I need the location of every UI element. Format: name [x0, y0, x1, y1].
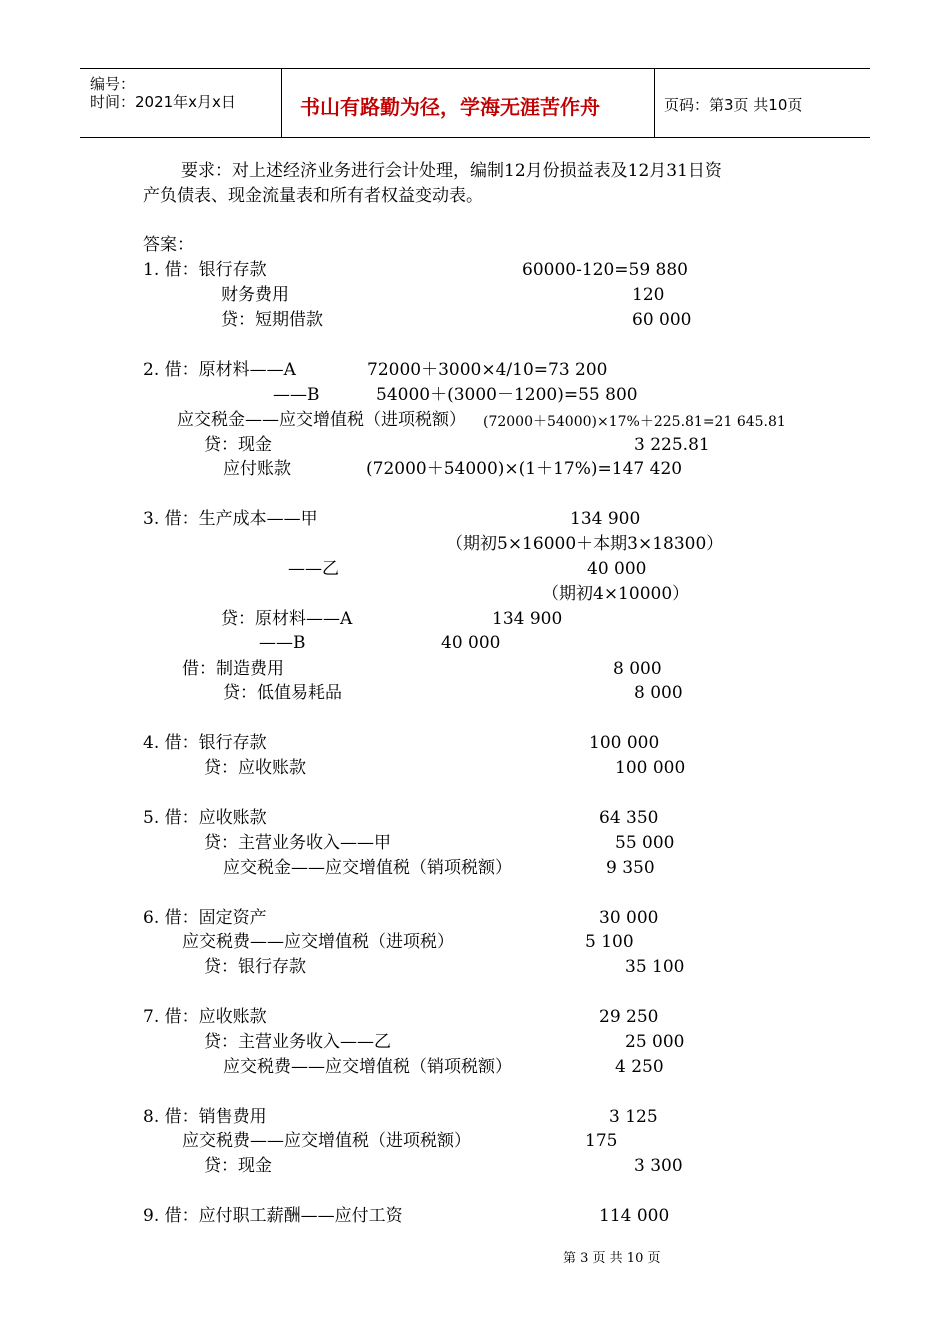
- entry-amount: 3 300: [634, 1156, 683, 1176]
- time-label: 时间：2021年x月x日: [90, 93, 236, 111]
- entry-text: 7. 借：应收账款: [143, 1007, 267, 1027]
- entry-text: 贷：应收账款: [204, 758, 306, 778]
- entry-text: 6. 借：固定资产: [143, 908, 267, 928]
- entry-text: 应交税费——应交增值税（进项税）: [182, 932, 454, 952]
- entry-text: 3. 借：生产成本——甲: [143, 509, 318, 529]
- entry-amount: 175: [585, 1131, 618, 1151]
- entry-amount: 114 000: [599, 1206, 670, 1226]
- entry-amount: 40 000: [441, 633, 501, 653]
- entry-text: 应交税金——应交增值税（进项税额）: [177, 410, 466, 430]
- page-footer: 第 3 页 共 10 页: [563, 1251, 661, 1266]
- entry-amount: 8 000: [634, 683, 683, 703]
- entry-amount: 5 100: [585, 932, 634, 952]
- requirement-line: 产负债表、现金流量表和所有者权益变动表。: [143, 186, 483, 206]
- entry-text: 借：制造费用: [182, 659, 284, 679]
- header-divider: [654, 69, 655, 137]
- entry-text: 1. 借：银行存款: [143, 260, 267, 280]
- entry-amount: 25 000: [625, 1032, 685, 1052]
- entry-amount: 134 900: [570, 509, 641, 529]
- entry-amount: 54000＋(3000－1200)=55 800: [376, 385, 638, 405]
- entry-text: 贷：主营业务收入——甲: [204, 833, 391, 853]
- entry-amount: 64 350: [599, 808, 659, 828]
- entry-text: 应交税费——应交增值税（销项税额）: [223, 1057, 512, 1077]
- entry-text: ——B: [273, 385, 320, 405]
- header-divider: [281, 69, 282, 137]
- header-motto: 书山有路勤为径，学海无涯苦作舟: [300, 95, 600, 119]
- entry-text: 2. 借：原材料——A: [143, 360, 296, 380]
- entry-amount: 60 000: [632, 310, 692, 330]
- page-label: 页码：第3页 共10页: [664, 96, 803, 114]
- entry-amount: 9 350: [606, 858, 655, 878]
- entry-text: 贷：短期借款: [221, 310, 323, 330]
- entry-amount: 8 000: [613, 659, 662, 679]
- entry-amount: 55 000: [615, 833, 675, 853]
- entry-note: （期初4×10000）: [542, 584, 690, 604]
- entry-text: ——B: [259, 633, 306, 653]
- entry-text: 5. 借：应收账款: [143, 808, 267, 828]
- entry-amount: 35 100: [625, 957, 685, 977]
- entry-text: 贷：主营业务收入——乙: [204, 1032, 391, 1052]
- entry-amount: 30 000: [599, 908, 659, 928]
- entry-amount: 4 250: [615, 1057, 664, 1077]
- entry-text: 8. 借：销售费用: [143, 1107, 267, 1127]
- entry-amount: 3 225.81: [634, 435, 710, 455]
- entry-amount: 100 000: [589, 733, 660, 753]
- entry-amount: 40 000: [587, 559, 647, 579]
- entry-amount: 134 900: [492, 609, 563, 629]
- requirement-line: 要求：对上述经济业务进行会计处理，编制12月份损益表及12月31日资: [181, 161, 722, 181]
- entry-text: 贷：银行存款: [204, 957, 306, 977]
- page-header: [80, 68, 870, 138]
- entry-amount: 3 125: [609, 1107, 658, 1127]
- entry-amount: 100 000: [615, 758, 686, 778]
- entry-amount: 72000＋3000×4/10=73 200: [367, 360, 608, 380]
- entry-text: 应交税费——应交增值税（进项税额）: [182, 1131, 471, 1151]
- entry-text: 应付账款: [223, 459, 291, 479]
- answer-label: 答案：: [143, 235, 194, 255]
- entry-text: 贷：原材料——A: [221, 609, 353, 629]
- entry-text: 9. 借：应付职工薪酬——应付工资: [143, 1206, 403, 1226]
- number-label: 编号：: [90, 75, 136, 93]
- entry-text: 贷：现金: [204, 435, 272, 455]
- entry-text: 应交税金——应交增值税（销项税额）: [223, 858, 512, 878]
- entry-text: 财务费用: [221, 285, 289, 305]
- entry-note: （期初5×16000＋本期3×18300）: [446, 534, 724, 554]
- entry-amount: 29 250: [599, 1007, 659, 1027]
- entry-amount: (72000＋54000)×17%＋225.81=21 645.81: [483, 414, 786, 430]
- entry-amount: 60000-120=59 880: [522, 260, 688, 280]
- entry-text: 贷：低值易耗品: [223, 683, 342, 703]
- entry-amount: 120: [632, 285, 665, 305]
- entry-amount: (72000＋54000)×(1＋17%)=147 420: [366, 459, 683, 479]
- entry-text: ——乙: [288, 559, 339, 579]
- entry-text: 4. 借：银行存款: [143, 733, 267, 753]
- entry-text: 贷：现金: [204, 1156, 272, 1176]
